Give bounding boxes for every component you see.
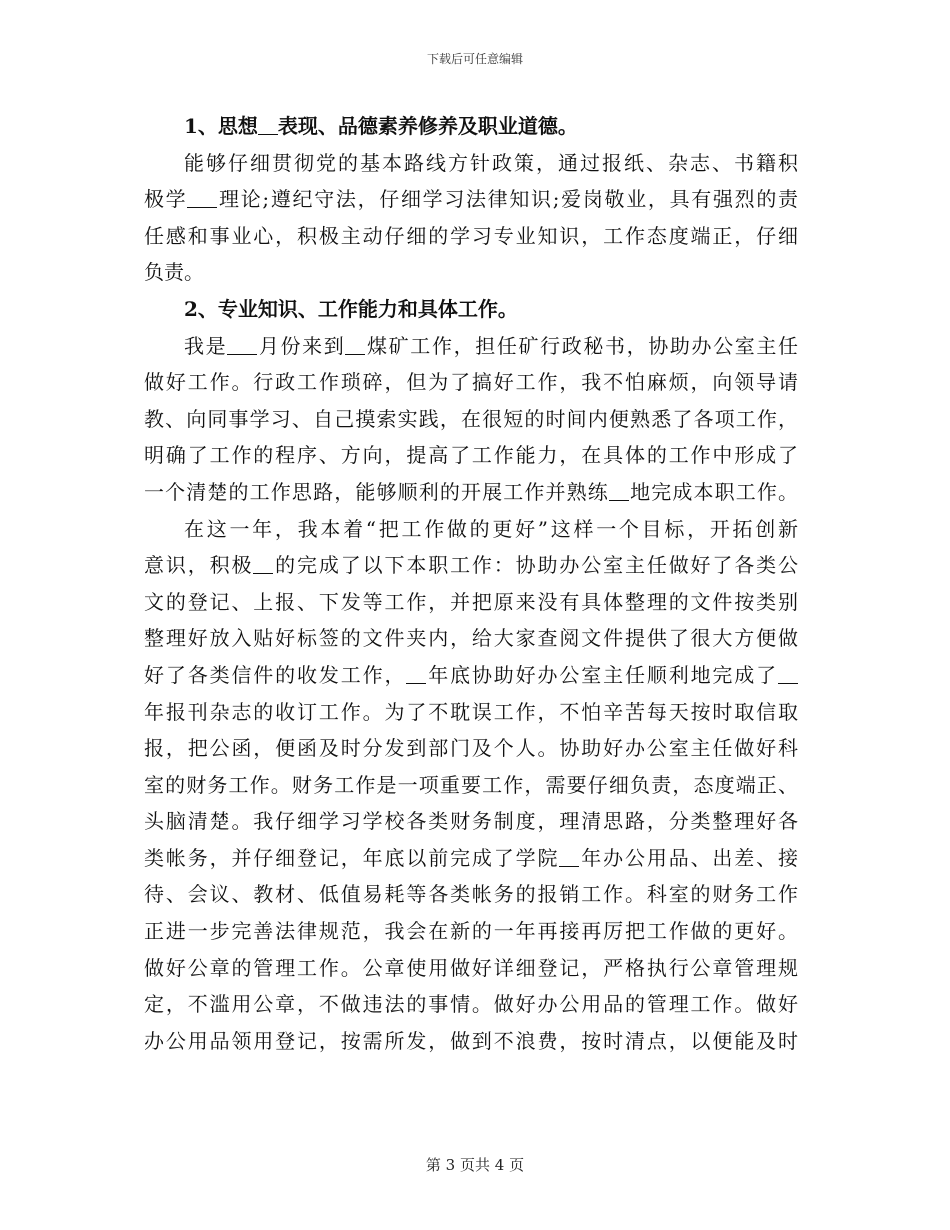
paragraph-line: 待、会议、教材、低值易耗等各类帐务的报销工作。科室的财务工作: [144, 882, 798, 907]
fill-in-blank: [559, 848, 579, 867]
section-heading: 1、思想 表现、品德素养修养及职业道德。: [184, 114, 578, 138]
paragraph-line: 任感和事业心，积极主动仔细的学习专业知识，工作态度端正，仔细: [144, 223, 798, 248]
fill-in-blank: [253, 555, 273, 574]
paragraph-line: 办公用品领用登记，按需所发，做到不浪费，按时清点，以便能及时: [144, 1028, 798, 1053]
fill-in-blank: [406, 665, 426, 684]
fill-in-blank: [778, 665, 798, 684]
paragraph-line: 好了各类信件的收发工作， 年底协助好办公室主任顺利地完成了: [144, 657, 798, 694]
paragraph-line: 能够仔细贯彻党的基本路线方针政策，通过报纸、杂志、书籍积: [184, 150, 798, 175]
paragraph-line: 正进一步完善法律规范，我会在新的一年再接再厉把工作做的更好。: [144, 919, 798, 944]
paragraph-line: 一个清楚的工作思路，能够顺利的开展工作并熟练 地完成本职工作。: [144, 479, 798, 504]
section-heading: 2、专业知识、工作能力和具体工作。: [184, 296, 518, 321]
page-number-footer: 第 3 页共 4 页: [425, 1156, 525, 1174]
fill-in-blank: [187, 189, 217, 208]
paragraph-line: 负责。: [144, 260, 204, 285]
paragraph-line: 整理好放入贴好标签的文件夹内，给大家查阅文件提供了很大方便做: [144, 626, 798, 651]
paragraph-line: 在这一年，我本着“把工作做的更好”这样一个目标，开拓创新: [184, 516, 798, 541]
paragraph-line: 定，不滥用公章，不做违法的事情。做好办公用品的管理工作。做好: [144, 992, 798, 1017]
paragraph-line: 报，把公函，便函及时分发到部门及个人。协助好办公室主任做好科: [144, 736, 798, 761]
paragraph-line: 意识，积极 的完成了以下本职工作：协助办公室主任做好了各类公: [144, 553, 798, 578]
page-header-note: 下载后可任意编辑: [426, 52, 523, 66]
paragraph-line: 极学 理论;遵纪守法，仔细学习法律知识;爱岗敬业，具有强烈的责: [144, 187, 798, 212]
paragraph-line: 头脑清楚。我仔细学习学校各类财务制度，理清思路，分类整理好各: [144, 809, 798, 834]
paragraph-line: 教、向同事学习、自己摸索实践，在很短的时间内便熟悉了各项工作，: [144, 406, 798, 431]
paragraph-line: 文的登记、上报、下发等工作，并把原来没有具体整理的文件按类别: [144, 589, 798, 614]
fill-in-blank: [345, 336, 365, 355]
document-body: [144, 108, 798, 1059]
fill-in-blank: [227, 336, 257, 355]
paragraph-line: 明确了工作的程序、方向，提高了工作能力，在具体的工作中形成了: [144, 443, 798, 468]
paragraph-line: 做好公章的管理工作。公章使用做好详细登记，严格执行公章管理规: [144, 955, 798, 980]
paragraph-line: 年报刊杂志的收订工作。为了不耽误工作，不怕辛苦每天按时取信取: [144, 699, 798, 724]
paragraph-line: 做好工作。行政工作琐碎，但为了搞好工作，我不怕麻烦，向领导请: [144, 370, 798, 395]
paragraph-line: 我是 月份来到 煤矿工作，担任矿行政秘书，协助办公室主任: [184, 333, 798, 358]
paragraph-line: 室的财务工作。财务工作是一项重要工作，需要仔细负责，态度端正、: [144, 772, 798, 797]
paragraph-line: 类帐务，并仔细登记，年底以前完成了学院 年办公用品、出差、接: [144, 845, 798, 870]
fill-in-blank: [609, 482, 629, 501]
fill-in-blank: [258, 116, 278, 135]
